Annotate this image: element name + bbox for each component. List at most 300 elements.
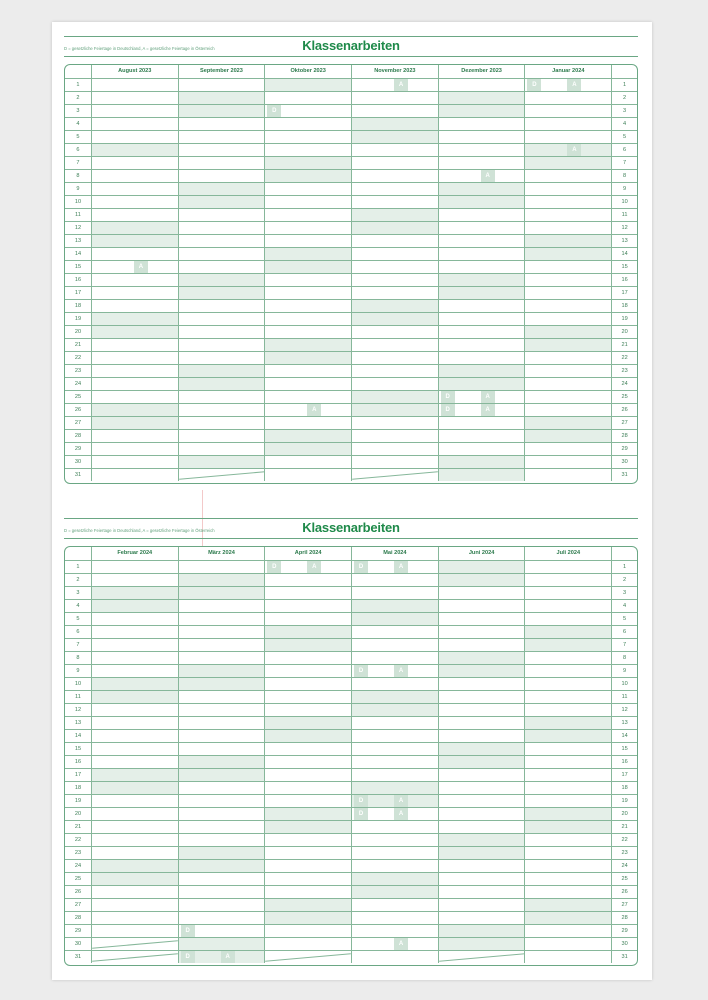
day-cell[interactable] [524,743,611,755]
day-cell[interactable] [351,131,438,143]
day-cell[interactable] [524,873,611,885]
day-cell[interactable] [264,587,351,599]
day-cell[interactable] [178,834,265,846]
day-cell[interactable] [178,626,265,638]
day-cell[interactable] [178,352,265,364]
day-cell[interactable] [178,821,265,833]
day-cell[interactable] [524,378,611,390]
day-cell[interactable] [178,79,265,91]
day-cell[interactable] [438,352,525,364]
day-cell[interactable] [264,248,351,260]
day-cell[interactable] [524,118,611,130]
day-cell[interactable] [351,626,438,638]
day-cell[interactable] [524,912,611,924]
day-cell[interactable] [91,378,178,390]
day-cell[interactable] [524,639,611,651]
day-cell[interactable] [178,769,265,781]
day-cell[interactable] [438,92,525,104]
day-cell[interactable] [351,105,438,117]
day-cell[interactable] [91,274,178,286]
day-cell[interactable] [264,756,351,768]
day-cell[interactable] [178,912,265,924]
day-cell[interactable] [438,938,525,950]
day-cell[interactable] [91,430,178,442]
day-cell[interactable] [91,574,178,586]
day-cell[interactable] [524,704,611,716]
day-cell[interactable] [351,261,438,273]
day-cell[interactable] [524,274,611,286]
day-cell[interactable] [351,339,438,351]
day-cell[interactable] [351,717,438,729]
day-cell[interactable] [524,561,611,573]
day-cell[interactable] [438,326,525,338]
day-cell[interactable] [178,248,265,260]
day-cell[interactable] [351,587,438,599]
day-cell[interactable] [351,795,438,807]
day-cell[interactable] [351,561,438,573]
day-cell[interactable] [178,261,265,273]
day-cell[interactable] [91,808,178,820]
day-cell[interactable] [351,860,438,872]
day-cell[interactable] [438,912,525,924]
day-cell[interactable] [91,717,178,729]
day-cell[interactable] [524,925,611,937]
day-cell[interactable] [524,92,611,104]
day-cell[interactable] [178,756,265,768]
day-cell[interactable] [264,730,351,742]
day-cell[interactable] [91,691,178,703]
day-cell[interactable] [264,821,351,833]
day-cell[interactable] [264,769,351,781]
day-cell[interactable] [264,183,351,195]
day-cell[interactable] [438,274,525,286]
day-cell[interactable] [178,417,265,429]
day-cell[interactable] [438,886,525,898]
day-cell[interactable] [91,639,178,651]
day-cell[interactable] [524,574,611,586]
day-cell[interactable] [351,847,438,859]
day-cell[interactable] [524,469,611,481]
day-cell[interactable] [524,782,611,794]
day-cell[interactable] [351,313,438,325]
day-cell[interactable] [178,938,265,950]
day-cell[interactable] [524,79,611,91]
day-cell[interactable] [524,365,611,377]
day-cell[interactable] [438,561,525,573]
day-cell[interactable] [264,339,351,351]
day-cell[interactable] [91,222,178,234]
day-cell[interactable] [524,678,611,690]
day-cell[interactable] [91,600,178,612]
day-cell[interactable] [178,222,265,234]
day-cell[interactable] [438,456,525,468]
day-cell[interactable] [524,131,611,143]
day-cell[interactable] [91,391,178,403]
day-cell[interactable] [178,404,265,416]
day-cell[interactable] [264,639,351,651]
day-cell[interactable] [351,92,438,104]
day-cell[interactable] [438,574,525,586]
day-cell[interactable] [351,222,438,234]
day-cell[interactable] [524,222,611,234]
day-cell[interactable] [438,743,525,755]
day-cell[interactable] [351,274,438,286]
day-cell[interactable] [178,378,265,390]
day-cell[interactable] [178,105,265,117]
day-cell[interactable] [178,860,265,872]
day-cell[interactable] [264,417,351,429]
day-cell[interactable] [178,665,265,677]
day-cell[interactable] [524,834,611,846]
day-cell[interactable] [178,782,265,794]
day-cell[interactable] [524,847,611,859]
day-cell[interactable] [524,443,611,455]
day-cell[interactable] [438,209,525,221]
day-cell[interactable] [264,456,351,468]
day-cell[interactable] [524,157,611,169]
day-cell[interactable] [351,352,438,364]
day-cell[interactable] [264,469,351,481]
day-cell[interactable] [438,951,525,963]
day-cell[interactable] [264,561,351,573]
day-cell[interactable] [264,79,351,91]
day-cell[interactable] [91,951,178,963]
day-cell[interactable] [351,417,438,429]
day-cell[interactable] [264,873,351,885]
day-cell[interactable] [351,782,438,794]
day-cell[interactable] [524,287,611,299]
day-cell[interactable] [438,639,525,651]
day-cell[interactable] [351,456,438,468]
day-cell[interactable] [264,938,351,950]
day-cell[interactable] [178,847,265,859]
day-cell[interactable] [351,235,438,247]
day-cell[interactable] [264,326,351,338]
day-cell[interactable] [524,417,611,429]
day-cell[interactable] [91,587,178,599]
day-cell[interactable] [524,795,611,807]
day-cell[interactable] [178,339,265,351]
day-cell[interactable] [264,704,351,716]
day-cell[interactable] [91,131,178,143]
day-cell[interactable] [91,79,178,91]
day-cell[interactable] [178,326,265,338]
day-cell[interactable] [264,157,351,169]
day-cell[interactable] [178,365,265,377]
day-cell[interactable] [438,730,525,742]
day-cell[interactable] [351,287,438,299]
day-cell[interactable] [91,170,178,182]
day-cell[interactable] [264,378,351,390]
day-cell[interactable] [264,782,351,794]
day-cell[interactable] [264,899,351,911]
day-cell[interactable] [524,756,611,768]
day-cell[interactable] [351,326,438,338]
day-cell[interactable] [351,79,438,91]
day-cell[interactable] [351,886,438,898]
day-cell[interactable] [91,92,178,104]
day-cell[interactable] [524,587,611,599]
day-cell[interactable] [178,925,265,937]
day-cell[interactable] [264,743,351,755]
day-cell[interactable] [91,209,178,221]
day-cell[interactable] [264,261,351,273]
day-cell[interactable] [264,847,351,859]
day-cell[interactable] [351,613,438,625]
day-cell[interactable] [91,118,178,130]
day-cell[interactable] [524,209,611,221]
day-cell[interactable] [438,626,525,638]
day-cell[interactable] [351,730,438,742]
day-cell[interactable] [351,430,438,442]
day-cell[interactable] [351,391,438,403]
day-cell[interactable] [438,704,525,716]
day-cell[interactable] [264,92,351,104]
day-cell[interactable] [264,170,351,182]
day-cell[interactable] [178,717,265,729]
day-cell[interactable] [438,248,525,260]
day-cell[interactable] [91,326,178,338]
day-cell[interactable] [351,743,438,755]
day-cell[interactable] [91,313,178,325]
day-cell[interactable] [351,639,438,651]
day-cell[interactable] [91,730,178,742]
day-cell[interactable] [438,613,525,625]
day-cell[interactable] [351,574,438,586]
day-cell[interactable] [438,300,525,312]
day-cell[interactable] [264,613,351,625]
day-cell[interactable] [178,743,265,755]
day-cell[interactable] [91,183,178,195]
day-cell[interactable] [91,417,178,429]
day-cell[interactable] [524,352,611,364]
day-cell[interactable] [351,821,438,833]
day-cell[interactable] [351,248,438,260]
day-cell[interactable] [91,404,178,416]
day-cell[interactable] [178,691,265,703]
day-cell[interactable] [264,391,351,403]
day-cell[interactable] [178,899,265,911]
day-cell[interactable] [264,717,351,729]
day-cell[interactable] [91,300,178,312]
day-cell[interactable] [91,652,178,664]
day-cell[interactable] [178,144,265,156]
day-cell[interactable] [351,678,438,690]
day-cell[interactable] [524,860,611,872]
day-cell[interactable] [351,912,438,924]
day-cell[interactable] [524,808,611,820]
day-cell[interactable] [264,665,351,677]
day-cell[interactable] [438,652,525,664]
day-cell[interactable] [524,613,611,625]
day-cell[interactable] [351,938,438,950]
day-cell[interactable] [524,261,611,273]
day-cell[interactable] [91,613,178,625]
day-cell[interactable] [178,730,265,742]
day-cell[interactable] [351,144,438,156]
day-cell[interactable] [438,769,525,781]
day-cell[interactable] [438,235,525,247]
day-cell[interactable] [178,613,265,625]
day-cell[interactable] [438,339,525,351]
day-cell[interactable] [438,417,525,429]
day-cell[interactable] [91,769,178,781]
day-cell[interactable] [351,300,438,312]
day-cell[interactable] [264,144,351,156]
day-cell[interactable] [178,209,265,221]
day-cell[interactable] [91,847,178,859]
day-cell[interactable] [264,443,351,455]
day-cell[interactable] [438,834,525,846]
day-cell[interactable] [178,600,265,612]
day-cell[interactable] [91,743,178,755]
day-cell[interactable] [524,886,611,898]
day-cell[interactable] [438,131,525,143]
day-cell[interactable] [438,469,525,481]
day-cell[interactable] [524,456,611,468]
day-cell[interactable] [524,951,611,963]
day-cell[interactable] [91,782,178,794]
day-cell[interactable] [524,183,611,195]
day-cell[interactable] [524,626,611,638]
day-cell[interactable] [264,365,351,377]
day-cell[interactable] [178,170,265,182]
day-cell[interactable] [178,196,265,208]
day-cell[interactable] [438,782,525,794]
day-cell[interactable] [91,925,178,937]
day-cell[interactable] [91,456,178,468]
day-cell[interactable] [524,339,611,351]
day-cell[interactable] [178,235,265,247]
day-cell[interactable] [524,196,611,208]
day-cell[interactable] [438,847,525,859]
day-cell[interactable] [524,235,611,247]
day-cell[interactable] [178,287,265,299]
day-cell[interactable] [438,105,525,117]
day-cell[interactable] [438,391,525,403]
day-cell[interactable] [351,600,438,612]
day-cell[interactable] [351,365,438,377]
day-cell[interactable] [438,313,525,325]
day-cell[interactable] [438,222,525,234]
day-cell[interactable] [524,391,611,403]
day-cell[interactable] [91,248,178,260]
day-cell[interactable] [178,300,265,312]
day-cell[interactable] [524,313,611,325]
day-cell[interactable] [438,183,525,195]
day-cell[interactable] [264,209,351,221]
day-cell[interactable] [438,365,525,377]
day-cell[interactable] [264,600,351,612]
day-cell[interactable] [524,430,611,442]
day-cell[interactable] [178,157,265,169]
day-cell[interactable] [264,925,351,937]
day-cell[interactable] [178,313,265,325]
day-cell[interactable] [91,886,178,898]
day-cell[interactable] [351,157,438,169]
day-cell[interactable] [438,665,525,677]
day-cell[interactable] [438,196,525,208]
day-cell[interactable] [438,899,525,911]
day-cell[interactable] [524,652,611,664]
day-cell[interactable] [438,443,525,455]
day-cell[interactable] [351,404,438,416]
day-cell[interactable] [178,795,265,807]
day-cell[interactable] [524,821,611,833]
day-cell[interactable] [178,678,265,690]
day-cell[interactable] [264,313,351,325]
day-cell[interactable] [91,365,178,377]
day-cell[interactable] [91,469,178,481]
day-cell[interactable] [438,404,525,416]
day-cell[interactable] [91,144,178,156]
day-cell[interactable] [91,860,178,872]
day-cell[interactable] [438,717,525,729]
day-cell[interactable] [264,795,351,807]
day-cell[interactable] [264,222,351,234]
day-cell[interactable] [91,157,178,169]
day-cell[interactable] [351,769,438,781]
day-cell[interactable] [351,652,438,664]
day-cell[interactable] [178,430,265,442]
day-cell[interactable] [264,118,351,130]
day-cell[interactable] [91,352,178,364]
day-cell[interactable] [264,678,351,690]
day-cell[interactable] [524,769,611,781]
day-cell[interactable] [438,118,525,130]
day-cell[interactable] [91,339,178,351]
day-cell[interactable] [91,105,178,117]
day-cell[interactable] [438,756,525,768]
day-cell[interactable] [91,261,178,273]
day-cell[interactable] [264,860,351,872]
day-cell[interactable] [91,834,178,846]
day-cell[interactable] [438,170,525,182]
day-cell[interactable] [178,652,265,664]
day-cell[interactable] [438,157,525,169]
day-cell[interactable] [524,730,611,742]
day-cell[interactable] [178,469,265,481]
day-cell[interactable] [524,691,611,703]
day-cell[interactable] [524,144,611,156]
day-cell[interactable] [524,404,611,416]
day-cell[interactable] [178,456,265,468]
day-cell[interactable] [264,274,351,286]
day-cell[interactable] [351,665,438,677]
day-cell[interactable] [524,665,611,677]
day-cell[interactable] [264,235,351,247]
day-cell[interactable] [524,170,611,182]
day-cell[interactable] [91,938,178,950]
day-cell[interactable] [351,925,438,937]
day-cell[interactable] [91,795,178,807]
day-cell[interactable] [91,561,178,573]
day-cell[interactable] [438,378,525,390]
day-cell[interactable] [91,873,178,885]
day-cell[interactable] [264,287,351,299]
day-cell[interactable] [91,821,178,833]
day-cell[interactable] [178,873,265,885]
day-cell[interactable] [438,261,525,273]
day-cell[interactable] [524,105,611,117]
day-cell[interactable] [178,443,265,455]
day-cell[interactable] [351,691,438,703]
day-cell[interactable] [438,873,525,885]
day-cell[interactable] [351,378,438,390]
day-cell[interactable] [178,92,265,104]
day-cell[interactable] [178,131,265,143]
day-cell[interactable] [91,704,178,716]
